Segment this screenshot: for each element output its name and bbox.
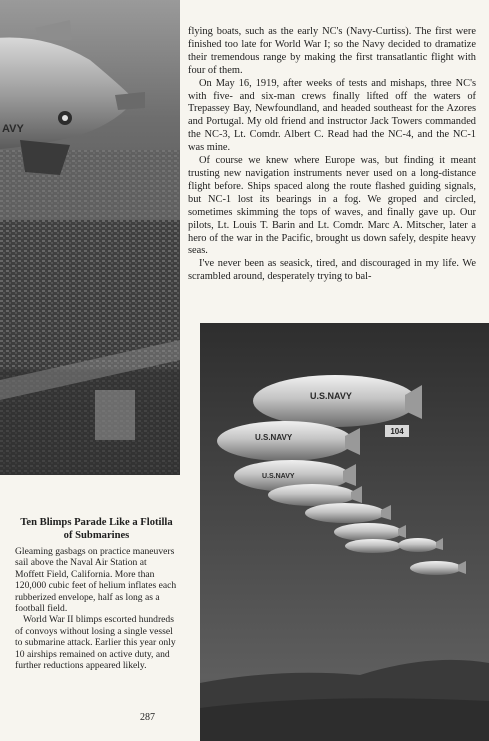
- blimp-formation-photo: [200, 323, 489, 741]
- caption-text: [15, 546, 178, 671]
- blimp-7: [345, 539, 401, 553]
- article-paragraph: I've never been as seasick, tired, and discouraged in my life. We scrambled around, desperately trying to bal-: [188, 258, 476, 283]
- article-body: [188, 26, 476, 284]
- article-paragraph: On May 16, 1919, after weeks of tests and mishaps, three NC's with five- and six-man crews finally lifted off the waters of Trepassey Bay, Newfoundland, and headed southeast for the Azores and Portugal. My old friend and instructor Jack Towers commanded the NC-3, Lt. Comdr. Albert C. Read had the NC-4, and the NC-1 was mine.: [188, 77, 476, 154]
- blimp-marking: U.S.NAVY: [255, 433, 293, 442]
- blimp-marking: U.S.NAVY: [262, 473, 295, 480]
- caption-paragraph: Gleaming gasbags on practice maneuvers sail above the Naval Air Station at Moffett Field, California. More than 120,000 cubic feet of helium inflates each rubberized envelope, half as long as a football field.: [15, 546, 177, 615]
- caption-paragraph: World War II blimps escorted hundreds of convoys without losing a single vessel to submarine attack. Earlier this year only 10 airships remained on active duty, and further reductions appeared likely.: [15, 614, 176, 672]
- article-paragraph: flying boats, such as the early NC's (Navy-Curtiss). The first were finished too late for World War I; so the Navy decided to dramatize their tremendous range by making the first transatlantic flight with four of them.: [188, 26, 476, 76]
- photo-caption: [15, 517, 178, 671]
- article-paragraph: Of course we knew where Europe was, but finding it meant trusting new navigation instruments never used on a long-distance flight before. Ships spaced along the route flashed guiding signals, but NC-1 lost its bearings in a fog. We groped and circled, sometimes skimming the tops of waves, and finally gave up. Our pilots, Lt. Louis T. Barin and Lt. Comdr. Marc A. Mitscher, later a hero of the war in the Pacific, brought us down safely, despite heavy seas.: [188, 155, 476, 257]
- blimp-tail-number: 104: [390, 427, 404, 436]
- caption-title: Ten Blimps Parade Like a Flotilla of Submarines: [20, 517, 173, 541]
- hull-marking: AVY: [2, 123, 24, 135]
- page-number: 287: [140, 712, 155, 723]
- airship-over-city-photo: [0, 0, 180, 475]
- blimp-marking: U.S.NAVY: [310, 391, 352, 401]
